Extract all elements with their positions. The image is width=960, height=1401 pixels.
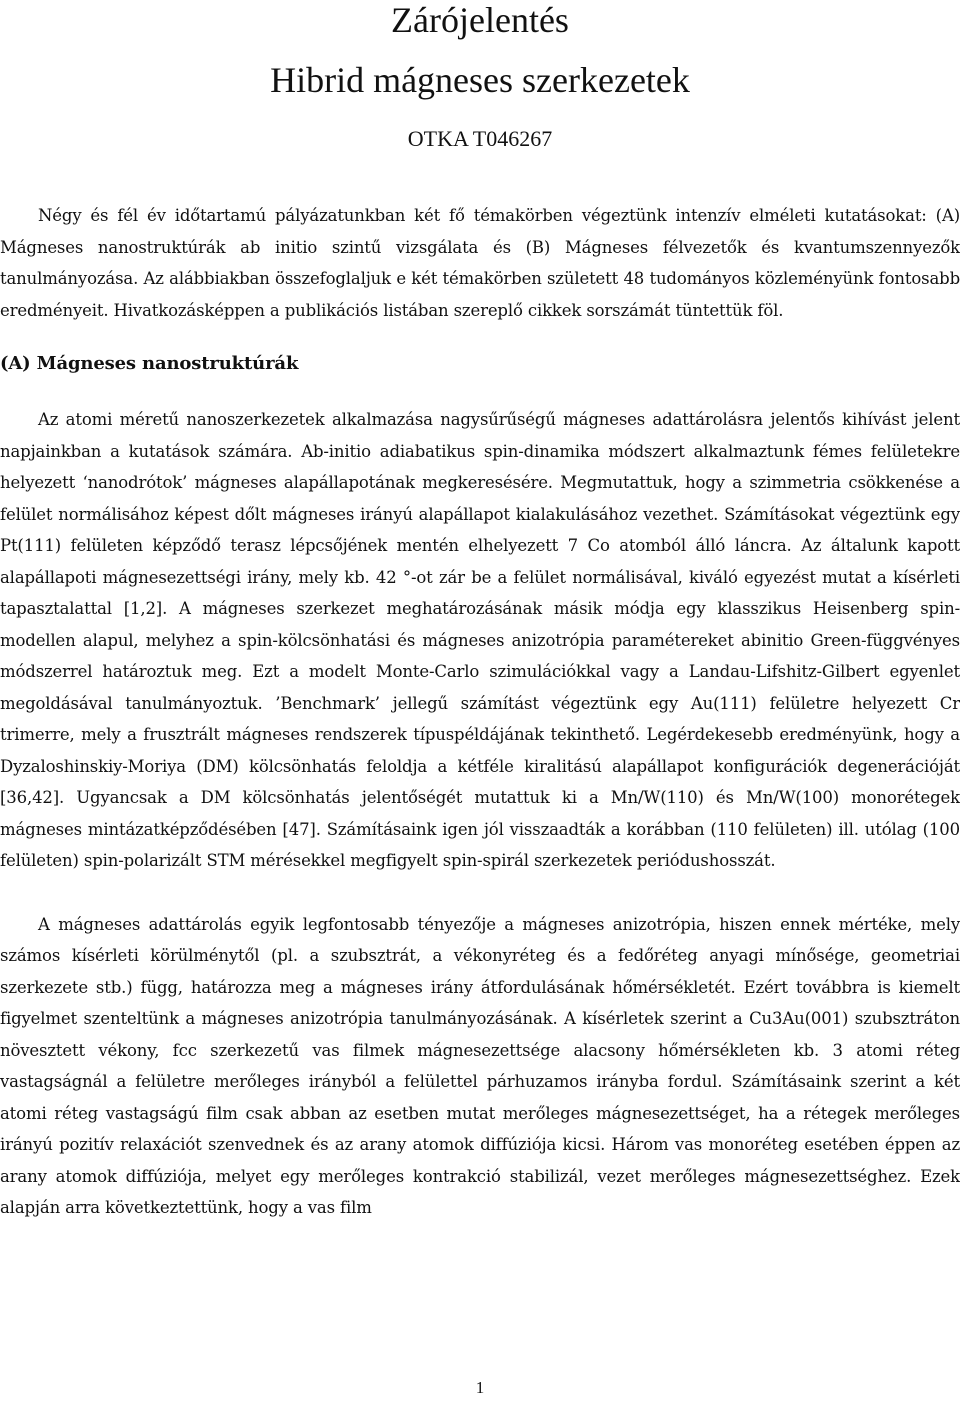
intro-paragraph: Négy és fél év időtartamú pályázatunkban két fő témakörben végeztünk intenzív elméleti kutatásokat: (A) Mágneses nanostruktúrák ab initio szintű vizsgálata és (B) Mágneses félvezetők és kvantumszennyezők tanulmányozása. Az alábbiakban összefoglaljuk e két témakörben született 48 tudományos közleményünk fontosabb eredményeit. Hivatkozásképpen a publikációs listában szereplő cikkek sorszámát tüntettük föl. xyxy=(0,206,960,320)
grant-identifier: OTKA T046267 xyxy=(407,126,553,151)
section-paragraph-2: A mágneses adattárolás egyik legfontosabb tényezője a mágneses anizotrópia, hiszen ennek mértéke, mely számos kísérleti körülménytől (pl. a szubsztrát, a vékonyréteg és a fedőréteg anyagi mínősége, geometriai szerkezete stb.) függ, határozza meg a mágneses irány átfordulásának hőmérsékletét. Ezért továbbra is kiemelt figyelmet szenteltünk a mágneses anizotrópia tanulmányozásának. A kísérletek szerint a Cu3Au(001) szubsztráton növesztett vékony, fcc szerkezetű vas filmek mágnesezettsége alacsony hőmérsékleten kb. 3 atomi réteg vastagságnál a felületre merőleges irányból a felülettel párhuzamos irányba fordul. Számításaink szerint a két atomi réteg vastagságú film csak abban az esetben mutat merőleges mágnesezettséget, ha a rétegek merőleges irányú pozitív relaxációt szenvednek és az arany atomok diffúziója kicsi. Három vas monoréteg esetében éppen az arany atomok diffúziója, melyet egy merőleges kontrakció stabilizál, vezet merőleges mágnesezettséghez. Ezek alapján arra következtettünk, hogy a vas film xyxy=(0,914,960,1217)
section-heading: (A) Mágneses nanostruktúrák xyxy=(0,353,299,374)
page-number: 1 xyxy=(475,1378,485,1397)
document-title-line-2: Hibrid mágneses szerkezetek xyxy=(270,60,690,100)
section-paragraph-1: Az atomi méretű nanoszerkezetek alkalmazása nagysűrűségű mágneses adattárolásra jelentős kihívást jelent napjainkban a kutatások számára. Ab-initio adiabatikus spin-dinamika módszert alkalmaztunk fémes felületekre helyezett ‘nanodrótok’ mágneses alapállapotának megkeresésére. Megmutattuk, hogy a szimmetria csökkenése a felület normálisához képest dőlt mágneses irányú alapállapot kialakulásához vezethet. Számításokat végeztünk egy Pt(111) felületen képződő terasz lépcsőjének mentén elhelyezett 7 Co atomból álló láncra. Az általunk kapott alapállapoti mágnesezettségi irány, mely kb. 42 °-ot zár be a felület normálisával, kiváló egyezést mutat a kísérleti tapasztalattal [1,2]. A mágneses szerkezet meghatározásának másik módja egy klasszikus Heisenberg spin-modellen alapul, melyhez a spin-kölcsönhatási és mágneses anizotrópia paramétereket abinitio Green-függvényes módszerrel határoztuk meg. Ezt a modelt Monte-Carlo szimulációkkal vagy a Landau-Lifshitz-Gilbert egyenlet megoldásával tanulmányoztuk. ’Benchmark’ jellegű számítást végeztünk egy Au(111) felületre helyezett Cr trimerre, mely a frusztrált mágneses rendszerek típuspéldájának tekinthető. Legérdekesebb eredményünk, hogy a Dyzaloshinskiy-Moriya (DM) kölcsönhatás feloldja a kétféle kiralitású alapállapot konfigurációk degenerációját [36,42]. Ugyancsak a DM kölcsönhatás jelentőségét mutattuk ki a Mn/W(110) és Mn/W(100) monorétegek mágneses mintázatképződésében [47]. Számításaink igen jól visszaadták a korábban (110 felületen) ill. utólag (100 felületen) spin-polarizált STM mérésekkel megfigyelt spin-spirál szerkezetek periódushosszát. xyxy=(0,410,960,870)
document-body xyxy=(0,200,960,1224)
document-title-line-1: Zárójelentés xyxy=(391,0,569,40)
